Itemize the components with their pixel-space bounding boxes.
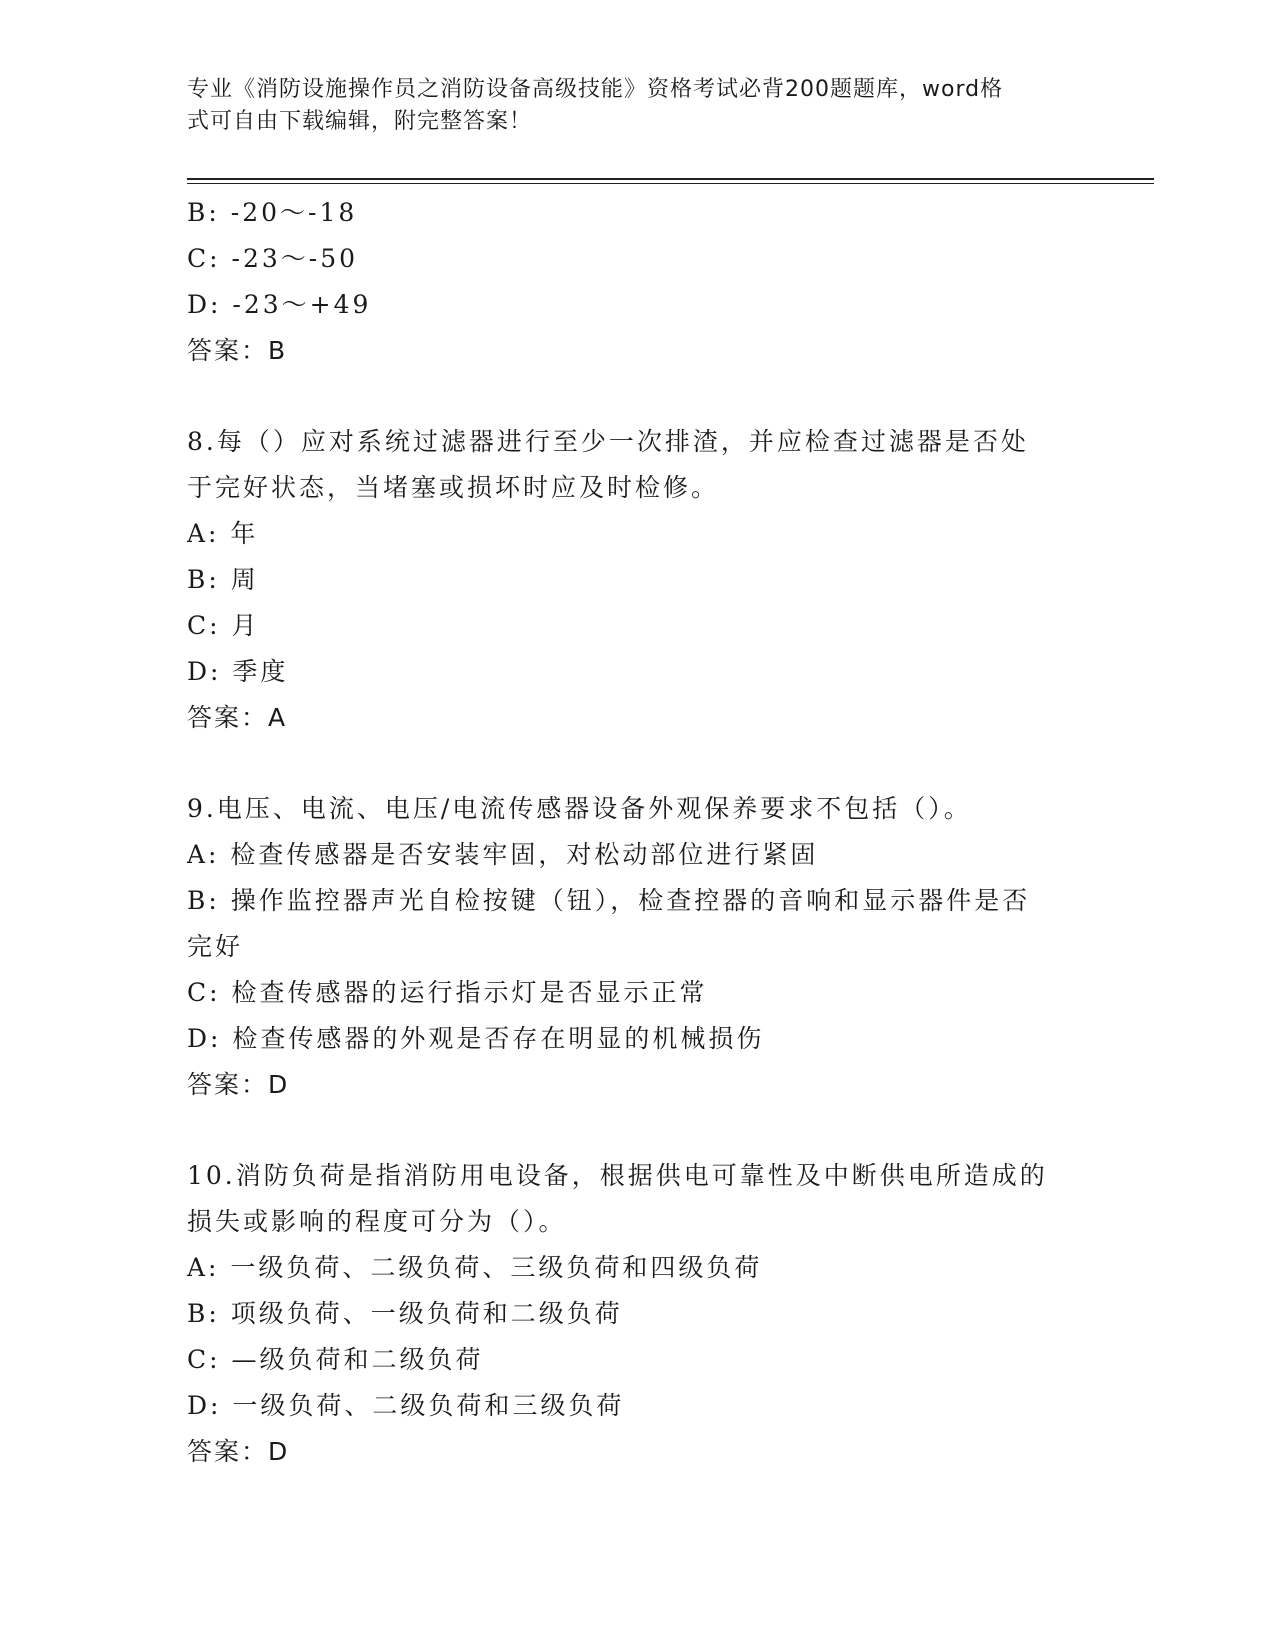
question-list [187, 190, 1087, 1475]
q7-option-d: D: -23～+49 [187, 290, 372, 319]
q9-answer: 答案：D [187, 1070, 290, 1099]
header-rule-thick [187, 178, 1154, 180]
spacer [187, 374, 1087, 419]
q8-stem-line-2: 于完好状态，当堵塞或损坏时应及时检修。 [187, 473, 720, 502]
q9-stem-line-1: 9.电压、电流、电压/电流传感器设备外观保养要求不包括（）。 [187, 794, 972, 823]
q9-option-b-line-2: 完好 [187, 932, 244, 961]
header-rule-thin [187, 183, 1154, 184]
q10-stem-line-1: 10.消防负荷是指消防用电设备，根据供电可靠性及中断供电所造成的 [187, 1161, 1048, 1190]
q10-answer: 答案：D [187, 1437, 290, 1466]
q7-option-b: B: -20～-18 [187, 198, 358, 227]
q9-option-b-line-1: B: 操作监控器声光自检按键（钮），检查控器的音响和显示器件是否 [187, 886, 1031, 915]
q10-option-b: B: 项级负荷、一级负荷和二级负荷 [187, 1299, 623, 1328]
q7-answer: 答案：B [187, 336, 288, 365]
q9-option-d: D: 检查传感器的外观是否存在明显的机械损伤 [187, 1024, 765, 1053]
question-10 [187, 1153, 1087, 1475]
document-header [187, 74, 1087, 138]
header-line-2: 式可自由下载编辑，附完整答案！ [187, 109, 533, 134]
q8-option-c: C: 月 [187, 611, 260, 640]
q10-option-c: C: —级负荷和二级负荷 [187, 1345, 484, 1374]
q8-option-b: B: 周 [187, 565, 259, 594]
q10-option-d: D: 一级负荷、二级负荷和三级负荷 [187, 1391, 625, 1420]
header-line-1: 专业《消防设施操作员之消防设备高级技能》资格考试必背200题题库，word格 [187, 77, 1004, 102]
q8-option-a: A: 年 [187, 519, 259, 548]
q7-option-c: C: -23～-50 [187, 244, 359, 273]
question-8 [187, 419, 1087, 741]
q9-option-c: C: 检查传感器的运行指示灯是否显示正常 [187, 978, 708, 1007]
q8-option-d: D: 季度 [187, 657, 289, 686]
spacer [187, 1108, 1087, 1153]
question-9 [187, 786, 1087, 1108]
spacer [187, 741, 1087, 786]
q8-answer: 答案：A [187, 703, 288, 732]
q9-option-a: A: 检查传感器是否安装牢固，对松动部位进行紧固 [187, 840, 819, 869]
q10-option-a: A: 一级负荷、二级负荷、三级负荷和四级负荷 [187, 1253, 763, 1282]
q10-stem-line-2: 损失或影响的程度可分为（）。 [187, 1207, 567, 1236]
question-7-tail [187, 190, 1087, 374]
q8-stem-line-1: 8.每（）应对系统过滤器进行至少一次排渣，并应检查过滤器是否处 [187, 427, 1029, 456]
